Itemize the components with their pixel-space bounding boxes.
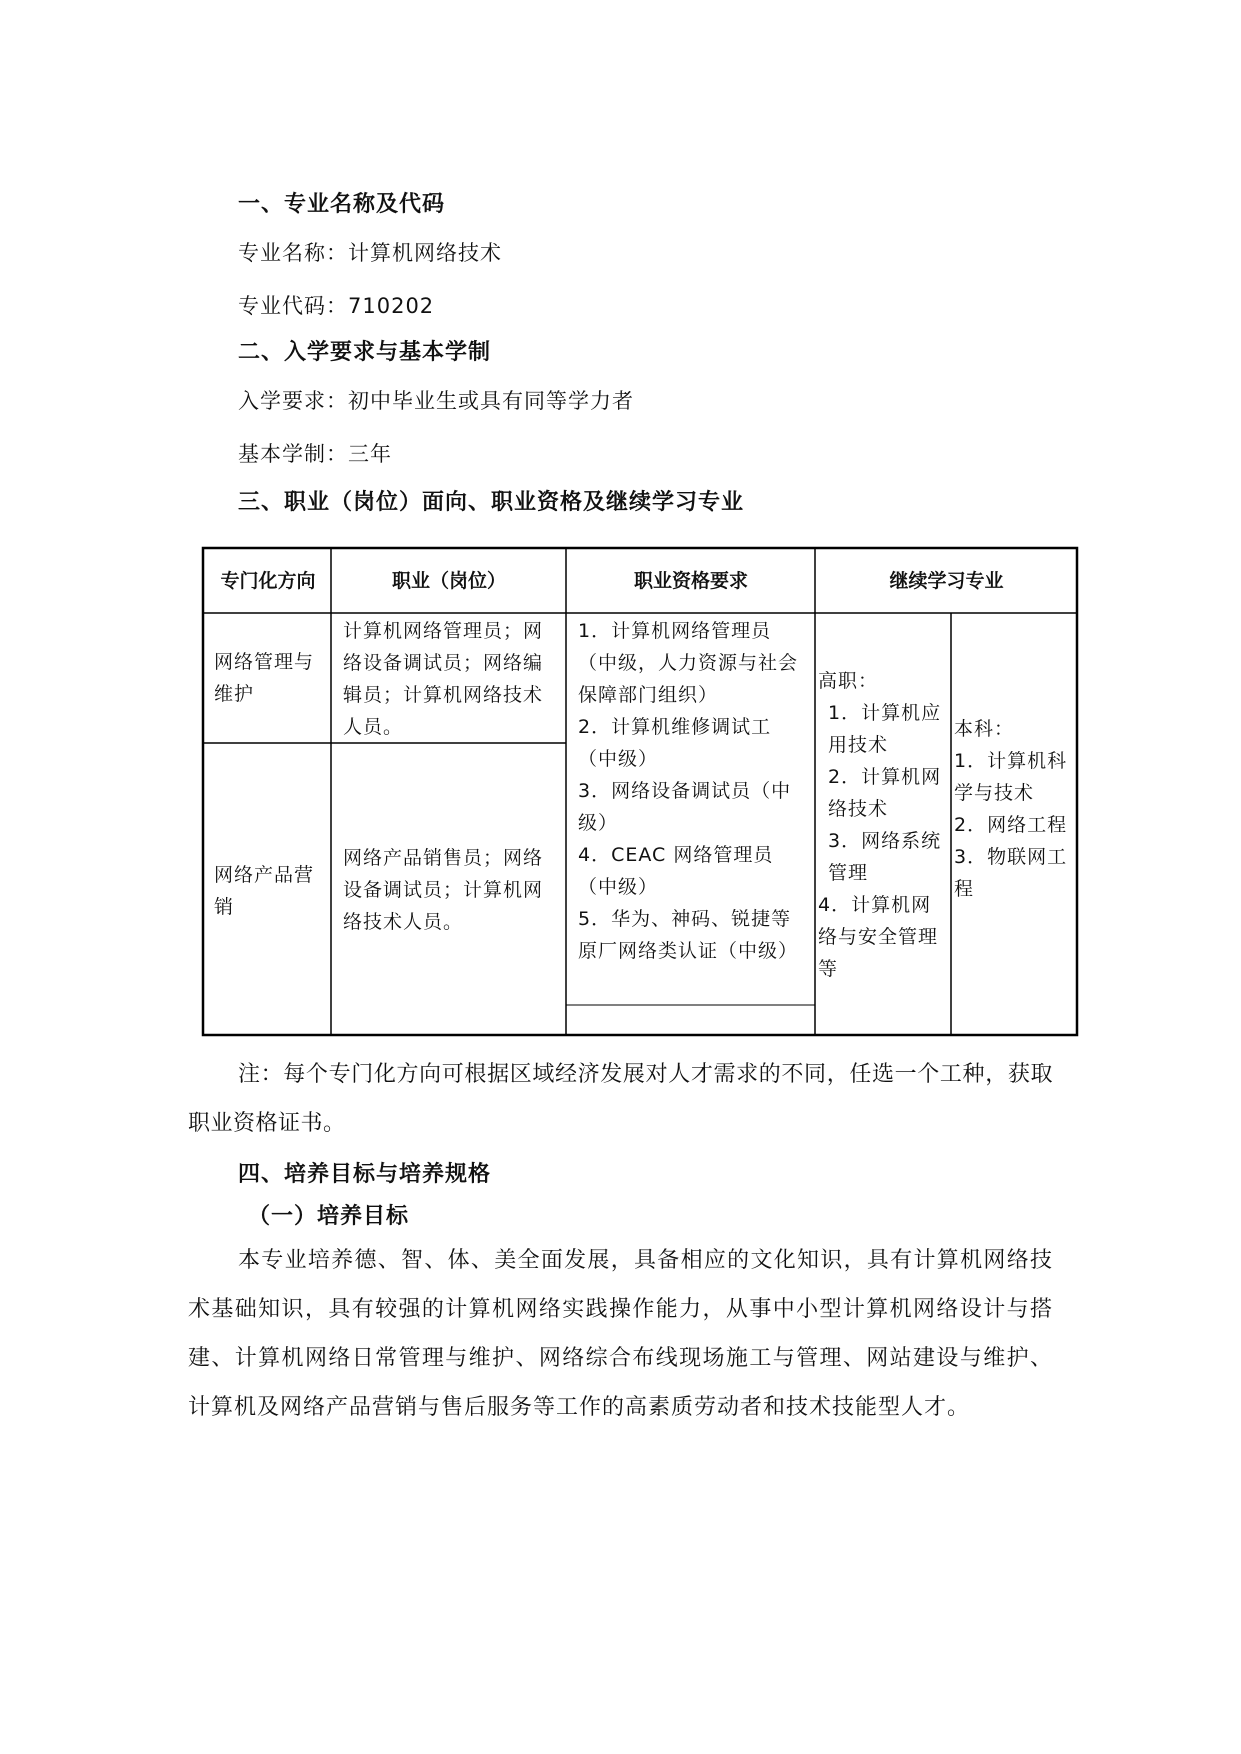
- section3-heading: 三、职业（岗位）面向、职业资格及继续学习专业: [238, 490, 745, 515]
- section1-heading: 一、专业名称及代码: [238, 192, 446, 217]
- admission-requirement-line: 入学要求：初中毕业生或具有同等学力者: [238, 389, 634, 413]
- higher-vocational-item: 3．网络系统管理: [828, 830, 942, 884]
- training-goal-subheading: （一）培养目标: [248, 1204, 410, 1229]
- header-direction: 专门化方向: [220, 570, 316, 592]
- section4-heading: 四、培养目标与培养规格: [238, 1162, 492, 1187]
- undergraduate-item: 2．网络工程: [954, 814, 1068, 836]
- undergraduate-item: 1．计算机科学与技术: [954, 750, 1068, 804]
- section2-heading: 二、入学要求与基本学制: [238, 340, 492, 365]
- direction-network-marketing: 网络产品营销: [214, 864, 315, 918]
- direction-network-management: 网络管理与维护: [214, 651, 315, 705]
- higher-vocational-label: 高职：: [818, 670, 879, 692]
- jobs-network-management: 计算机网络管理员；网络设备调试员；网络编辑员；计算机网络技术人员。: [343, 620, 544, 738]
- qualification-item: 4．CEAC 网络管理员（中级）: [578, 844, 774, 898]
- header-further-study: 继续学习专业: [889, 570, 1004, 592]
- header-qualification: 职业资格要求: [633, 570, 748, 592]
- higher-vocational-list: [818, 665, 949, 985]
- higher-vocational-item: 2．计算机网络技术: [828, 766, 942, 820]
- undergraduate-label: 本科：: [954, 718, 1015, 740]
- jobs-network-marketing: 网络产品销售员；网络设备调试员；计算机网络技术人员。: [343, 847, 544, 933]
- higher-vocational-item: 1．计算机应用技术: [828, 702, 942, 756]
- qualification-list: [578, 615, 810, 967]
- header-job: 职业（岗位）: [391, 570, 506, 592]
- higher-vocational-item: 4．计算机网络与安全管理等: [818, 894, 939, 980]
- training-goal-paragraph: 本专业培养德、智、体、美全面发展，具备相应的文化知识，具有计算机网络技术基础知识，具有较强的计算机网络实践操作能力，从事中小型计算机网络设计与搭建、计算机网络日常管理与维护、网络综合布线现场施工与管理、网站建设与维护、计算机及网络产品营销与售后服务等工作的高素质劳动者和技术技能型人才。: [188, 1248, 1053, 1420]
- undergraduate-item: 3．物联网工程: [954, 846, 1068, 900]
- table-note: 注：每个专门化方向可根据区域经济发展对人才需求的不同，任选一个工种，获取职业资格证书。: [188, 1062, 1053, 1136]
- qualification-item: 3．网络设备调试员（中级）: [578, 780, 792, 834]
- duration-line: 基本学制：三年: [238, 442, 392, 466]
- qualification-item: 5．华为、神码、锐捷等原厂网络类认证（中级）: [578, 908, 799, 962]
- qualification-item: 1．计算机网络管理员（中级，人力资源与社会保障部门组织）: [578, 620, 799, 706]
- major-name-line: 专业名称：计算机网络技术: [238, 241, 502, 265]
- major-code-line: 专业代码：710202: [238, 294, 435, 318]
- qualification-item: 2．计算机维修调试工（中级）: [578, 716, 772, 770]
- undergraduate-list: [954, 713, 1075, 905]
